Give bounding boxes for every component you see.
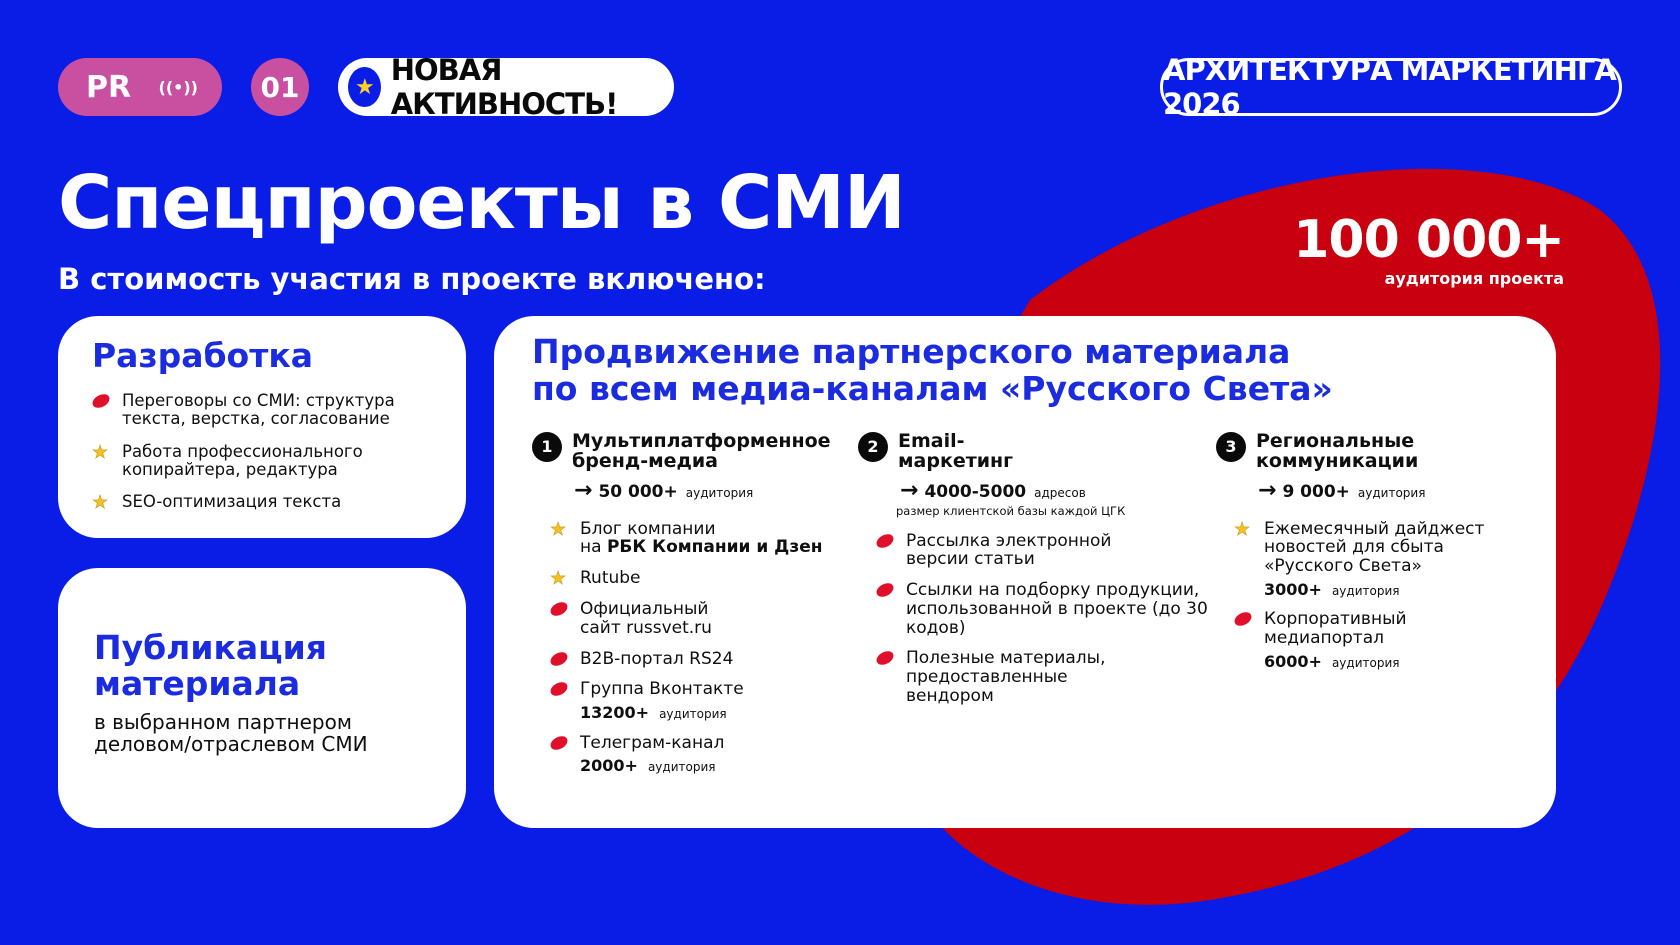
red-bean-icon	[548, 680, 570, 699]
new-activity-label: НОВАЯ АКТИВНОСТЬ!	[390, 53, 618, 121]
list-item: Полезные материалы, предоставленные вендором	[876, 649, 1208, 705]
email-marketing-column	[858, 429, 1208, 717]
star-icon: ★	[550, 518, 567, 540]
audience-value: 100 000+	[1293, 210, 1564, 270]
red-bean-icon	[874, 531, 896, 550]
pr-label: PR	[86, 69, 132, 105]
regional-communications-column	[1216, 429, 1536, 683]
development-title: Разработка	[92, 336, 314, 375]
arrow-right-icon: →	[1258, 477, 1277, 503]
star-icon: ★	[1234, 518, 1251, 540]
red-bean-icon	[874, 581, 896, 600]
list-item: ★ Работа профессионального копирайтера, редактура	[92, 441, 363, 479]
column-title: Мультиплатформенное бренд-медиа	[572, 429, 831, 472]
column-title: Email-маркетинг	[898, 429, 1014, 472]
new-activity-badge	[338, 53, 674, 121]
pr-badge	[58, 58, 222, 116]
broadcast-icon: ((•))	[158, 77, 198, 97]
publication-title: Публикация материала	[94, 628, 327, 704]
red-bean-icon	[548, 733, 570, 752]
list-item: ★ Rutube	[550, 568, 641, 590]
list-item: Телеграм-канал 2000+ аудитория	[550, 734, 850, 775]
promotion-card	[494, 316, 1556, 828]
red-bean-icon	[548, 600, 570, 619]
step-number-3: 3	[1216, 432, 1246, 462]
list-item: Официальный сайт russvet.ru	[550, 600, 850, 637]
arrow-right-icon: →	[574, 477, 593, 503]
metric-note: размер клиентской базы каждой ЦГК	[896, 503, 1126, 518]
brand-media-column	[532, 429, 850, 787]
list-item: Рассылка электронной версии статьи	[876, 532, 1208, 569]
arrow-right-icon: →	[900, 477, 919, 503]
list-item: ★ Блог компании на РБК Компании и Дзен	[550, 518, 823, 558]
promotion-columns	[532, 429, 1518, 812]
audience-label: аудитория проекта	[1384, 269, 1564, 289]
red-bean-icon	[90, 392, 112, 411]
column-metric: → 4000-5000 адресов	[900, 477, 1086, 503]
list-item: ★ Ежемесячный дайджест новостей для сбыта «Русского Света» 3000+ аудитория	[1234, 518, 1485, 599]
step-number-1: 1	[532, 432, 562, 462]
step-number-2: 2	[858, 432, 888, 462]
list-item: ★ SEO-оптимизация текста	[92, 491, 342, 513]
project-audience	[1293, 212, 1564, 288]
project-name-label: АРХИТЕКТУРА МАРКЕТИНГА 2026	[1163, 53, 1616, 121]
list-item: Переговоры со СМИ: структура текста, верстка, согласование	[92, 392, 432, 428]
page-title: Спецпроекты в СМИ	[58, 160, 905, 246]
list-item: Группа Вконтакте 13200+ аудитория	[550, 680, 850, 721]
activity-number-badge	[251, 58, 309, 116]
project-name-badge	[1160, 53, 1622, 121]
star-icon: ★	[92, 441, 109, 463]
promotion-title: Продвижение партнерского материала по всем медиа-каналам «Русского Света»	[532, 332, 1333, 408]
list-item: Ссылки на подборку продукции, использованной в проекте (до 30 кодов)	[876, 581, 1208, 637]
list-item: Корпоративный медиапортал 6000+ аудитория	[1234, 610, 1536, 670]
star-icon: ★	[348, 67, 381, 107]
column-title: Региональные коммуникации	[1256, 429, 1419, 472]
activity-number: 01	[260, 70, 300, 104]
red-bean-icon	[874, 649, 896, 668]
page-subtitle: В стоимость участия в проекте включено:	[58, 262, 766, 296]
star-icon: ★	[92, 491, 109, 513]
publication-card	[58, 568, 466, 828]
development-list	[92, 392, 432, 512]
publication-description: в выбранном партнером деловом/отраслевом СМИ	[94, 709, 368, 756]
column-metric: → 50 000+ аудитория	[574, 477, 754, 503]
list-item: B2B-портал RS24	[550, 650, 850, 669]
star-icon: ★	[550, 568, 567, 590]
red-bean-icon	[1232, 610, 1254, 629]
development-card	[58, 316, 466, 538]
column-metric: → 9 000+ аудитория	[1258, 477, 1426, 503]
red-bean-icon	[548, 649, 570, 668]
